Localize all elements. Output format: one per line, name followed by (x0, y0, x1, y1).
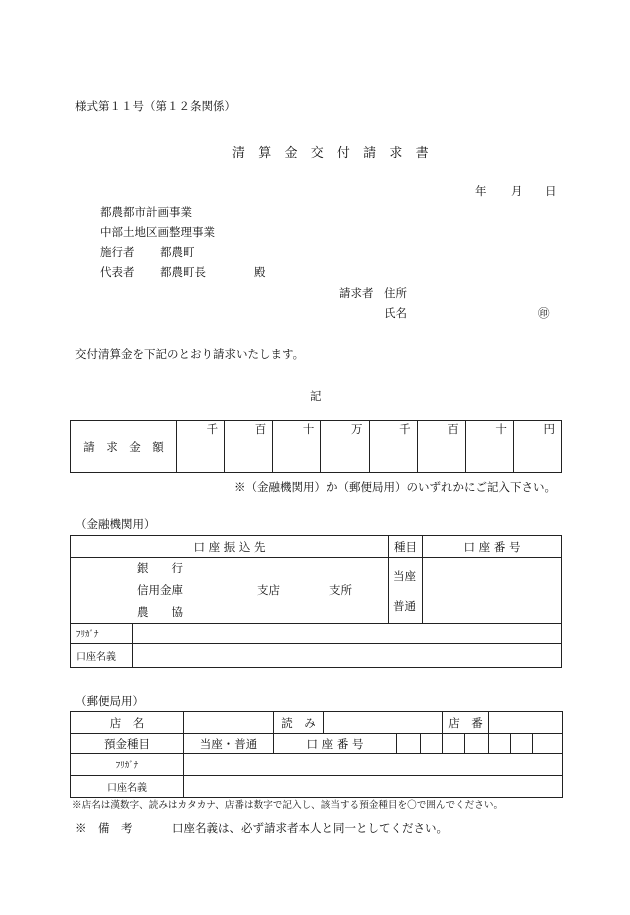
amount-digit-cell[interactable] (369, 421, 417, 473)
representative-label: 代表者 (100, 265, 135, 279)
page-title: 清 算 金 交 付 請 求 書 (232, 146, 434, 161)
account-digit-cell[interactable] (511, 734, 533, 754)
bank-holder-label: 口座名義 (71, 644, 133, 668)
addressee-line2: 中部土地区画整理事業 (100, 225, 215, 239)
post-account-number-label: 口 座 番 号 (274, 734, 397, 754)
post-section-title: （郵便局用） (75, 694, 144, 708)
bank-name-cell[interactable] (71, 558, 389, 624)
bank-header-type: 種目 (389, 536, 423, 558)
honorific: 殿 (254, 265, 266, 279)
post-holder-label: 口座名義 (71, 776, 184, 798)
footnote: ※店名は漢数字、読みはカタカナ、店番は数字で記入し、該当する預金種目を〇で囲んでください。 (72, 800, 504, 811)
claimant-name-label: 氏名 (384, 306, 407, 320)
branch-label: 支店 (257, 583, 280, 597)
account-digit-cell[interactable] (465, 734, 489, 754)
store-number-field[interactable] (489, 712, 563, 734)
amount-label: 請 求 金 額 (71, 421, 177, 473)
bank-type-cell[interactable] (389, 558, 423, 624)
bank-section-title: （金融機関用） (75, 517, 156, 531)
request-text: 交付清算金を下記のとおり請求いたします。 (75, 347, 305, 361)
amount-digit-cell[interactable] (417, 421, 465, 473)
account-digit-cell[interactable] (397, 734, 421, 754)
amount-digit-cell[interactable] (513, 421, 561, 473)
deposit-type-label: 預金種目 (71, 734, 184, 754)
amount-digit-cell[interactable] (273, 421, 321, 473)
executor-value: 都農町 (160, 245, 195, 259)
deposit-type-values[interactable]: 当座・普通 (184, 734, 274, 754)
form-number: 様式第１１号（第１２条関係） (75, 99, 236, 113)
addressee-line1: 都農都市計画事業 (100, 205, 192, 219)
claimant-label: 請求者 (339, 286, 374, 300)
unit-label: 千 (206, 422, 219, 436)
bank-header-dest: 口 座 振 込 先 (71, 536, 389, 558)
account-digit-cell[interactable] (443, 734, 465, 754)
type-current: 当座 (393, 569, 416, 583)
date-year: 年 (475, 184, 487, 198)
date-month: 月 (511, 184, 523, 198)
unit-label: 百 (447, 422, 459, 436)
account-digit-cell[interactable] (421, 734, 443, 754)
amount-digit-cell[interactable] (177, 421, 225, 473)
bank-holder-field[interactable] (133, 644, 562, 668)
account-digit-cell[interactable] (489, 734, 511, 754)
date-day: 日 (545, 184, 557, 198)
bank-label: 銀 行 (137, 561, 183, 575)
store-name-label: 店 名 (71, 712, 184, 734)
executor-label: 施行者 (100, 245, 135, 259)
amount-table (70, 420, 562, 473)
ki-label: 記 (310, 389, 322, 403)
amount-digit-cell[interactable] (225, 421, 273, 473)
type-ordinary: 普通 (393, 599, 416, 613)
post-table (70, 711, 563, 798)
store-name-field[interactable] (184, 712, 274, 734)
bank-furigana-label: ﾌﾘｶﾞﾅ (71, 624, 133, 644)
note-choice: ※（金融機関用）か（郵便局用）のいずれかにご記入下さい。 (234, 480, 556, 494)
amount-digit-cell[interactable] (321, 421, 369, 473)
claimant-address-label: 住所 (384, 286, 407, 300)
bank-header-account: 口 座 番 号 (423, 536, 562, 558)
post-furigana-label: ﾌﾘｶﾞﾅ (71, 754, 184, 776)
shinkin-label: 信用金庫 (137, 583, 183, 597)
unit-label: 十 (302, 422, 315, 436)
unit-label: 円 (543, 422, 555, 436)
representative-value: 都農町長 (160, 265, 206, 279)
amount-digit-cell[interactable] (465, 421, 513, 473)
store-number-label: 店 番 (443, 712, 489, 734)
account-digit-cell[interactable] (533, 734, 563, 754)
bank-table (70, 535, 562, 668)
reading-field[interactable] (324, 712, 443, 734)
sub-branch-label: 支所 (329, 583, 352, 597)
unit-label: 百 (254, 422, 267, 436)
unit-label: 万 (351, 422, 363, 436)
post-holder-field[interactable] (184, 776, 563, 798)
bank-account-number-cell[interactable] (423, 558, 562, 624)
seal-mark: ㊞ (538, 306, 550, 320)
post-furigana-field[interactable] (184, 754, 563, 776)
unit-label: 千 (399, 422, 411, 436)
bank-furigana-field[interactable] (133, 624, 562, 644)
remarks-label: ※ 備 考 (75, 821, 133, 835)
unit-label: 十 (495, 422, 507, 436)
remarks-text: 口座名義は、必ず請求者本人と同一としてください。 (172, 821, 448, 835)
nokyo-label: 農 協 (137, 605, 183, 619)
reading-label: 読 み (274, 712, 324, 734)
